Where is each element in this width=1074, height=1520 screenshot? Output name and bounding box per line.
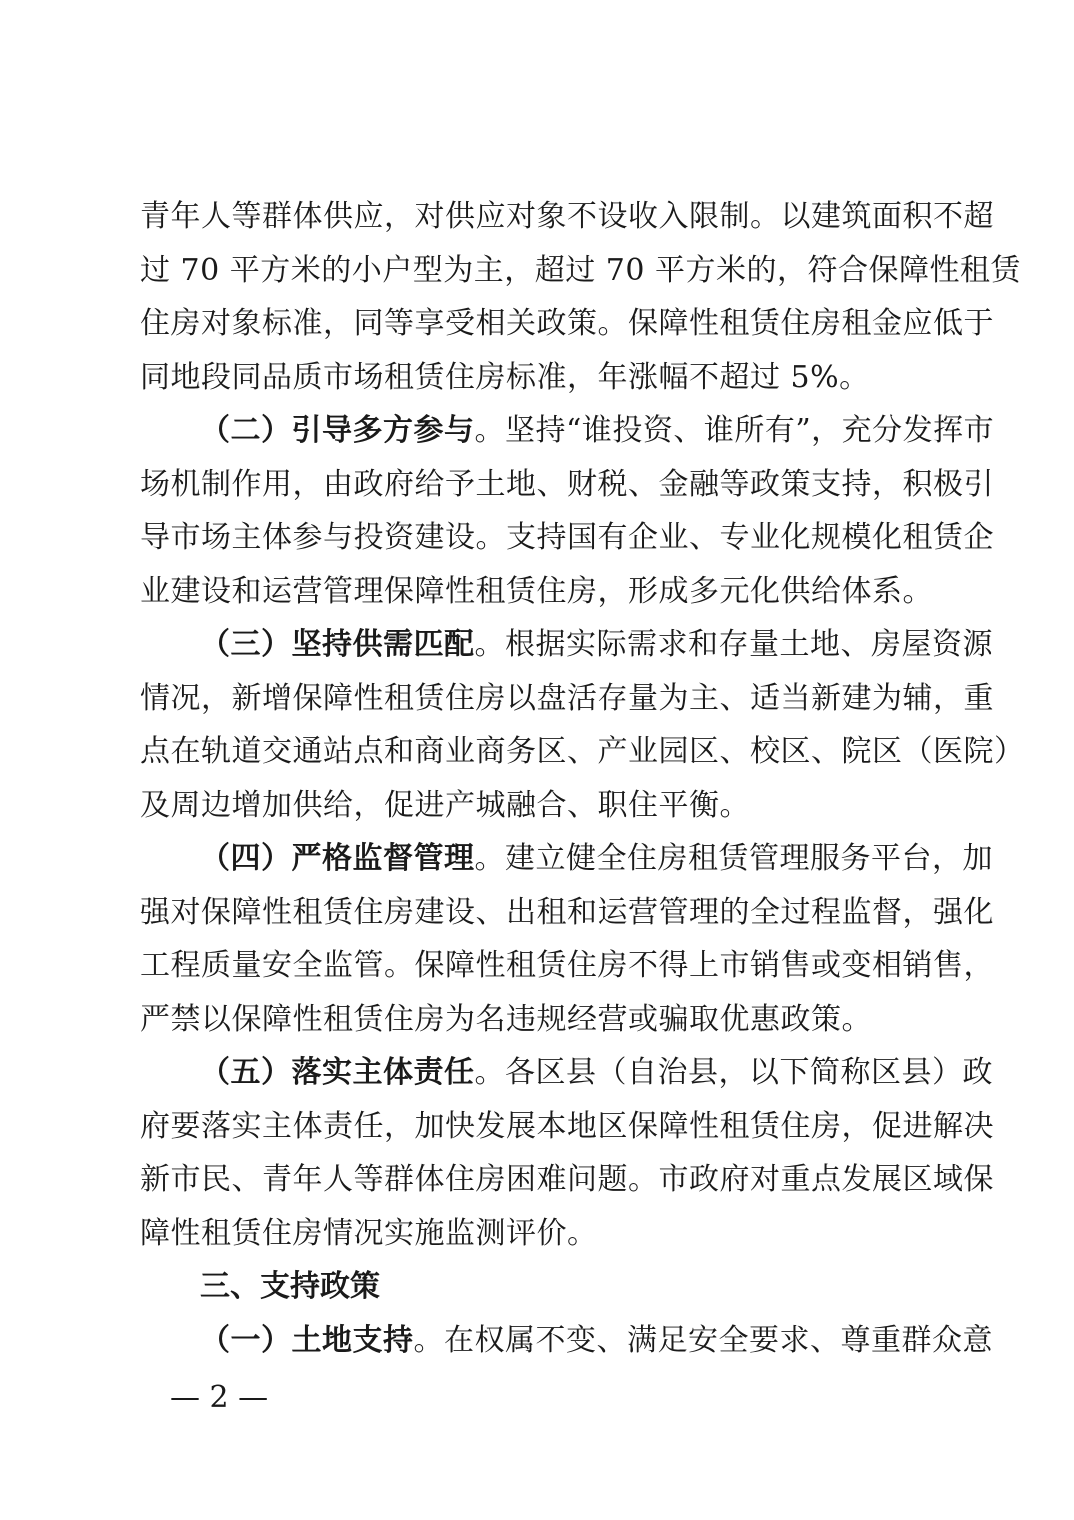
paragraph-line: 导市场主体参与投资建设。支持国有企业、专业化规模化租赁企 [140,520,994,555]
paragraph-line: 障性租赁住房情况实施监测评价。 [140,1215,598,1251]
paragraph-first-line [140,618,993,672]
paragraph-text: 。在权属不变、满足安全要求、尊重群众意 [413,1322,993,1358]
paragraph-line: 工程质量安全监管。保障性租赁住房不得上市销售或变相销售， [140,948,994,983]
paragraph-text: 。建立健全住房租赁管理服务平台，加 [474,841,993,876]
paragraph-line: 新市民、青年人等群体住房困难问题。市政府对重点发展区域保 [140,1162,994,1197]
paragraph-text: 。各区县（自治县，以下简称区县）政 [474,1055,993,1090]
paragraph-line: 严禁以保障性租赁住房为名违规经营或骗取优惠政策。 [140,1001,872,1037]
paragraph-lead: （二）引导多方参与 [200,413,475,448]
paragraph-line: 府要落实主体责任，加快发展本地区保障性租赁住房，促进解决 [140,1108,994,1144]
paragraph-lead: （五）落实主体责任 [200,1055,475,1090]
paragraph-line: 业建设和运营管理保障性租赁住房，形成多元化供给体系。 [140,573,933,609]
section-heading: 三、支持政策 [200,1269,380,1304]
paragraph-line: 及周边增加供给，促进产城融合、职住平衡。 [140,787,750,823]
paragraph-first-line [140,832,993,886]
paragraph-text: 。坚持“谁投资、谁所有”，充分发挥市 [474,413,995,448]
page-number: — 2 — [170,1380,269,1415]
paragraph-line: 场机制作用，由政府给予土地、财税、金融等政策支持，积极引 [140,466,994,502]
paragraph-first-line [140,1314,993,1368]
paragraph-lead: （一）土地支持 [200,1322,414,1358]
paragraph-line: 情况，新增保障性租赁住房以盘活存量为主、适当新建为辅，重 [140,680,994,716]
paragraph-lead: （四）严格监督管理 [200,841,475,876]
paragraph-text: 。根据实际需求和存量土地、房屋资源 [474,627,993,662]
paragraph-line: 过 70 平方米的小户型为主，超过 70 平方米的，符合保障性租赁 [140,252,1021,288]
paragraph-lead: （三）坚持供需匹配 [200,627,475,662]
paragraph-line: 青年人等群体供应，对供应对象不设收入限制。以建筑面积不超 [140,199,994,234]
body-text [140,190,1025,1367]
paragraph-first-line [140,1046,993,1100]
paragraph-line: 强对保障性租赁住房建设、出租和运营管理的全过程监督，强化 [140,894,994,930]
paragraph-line: 同地段同品质市场租赁住房标准，年涨幅不超过 5%。 [140,359,870,395]
paragraph-line: 住房对象标准，同等享受相关政策。保障性租赁住房租金应低于 [140,306,994,341]
paragraph-line: 点在轨道交通站点和商业商务区、产业园区、校区、院区（医院） [140,734,1025,769]
paragraph-first-line [140,404,995,458]
